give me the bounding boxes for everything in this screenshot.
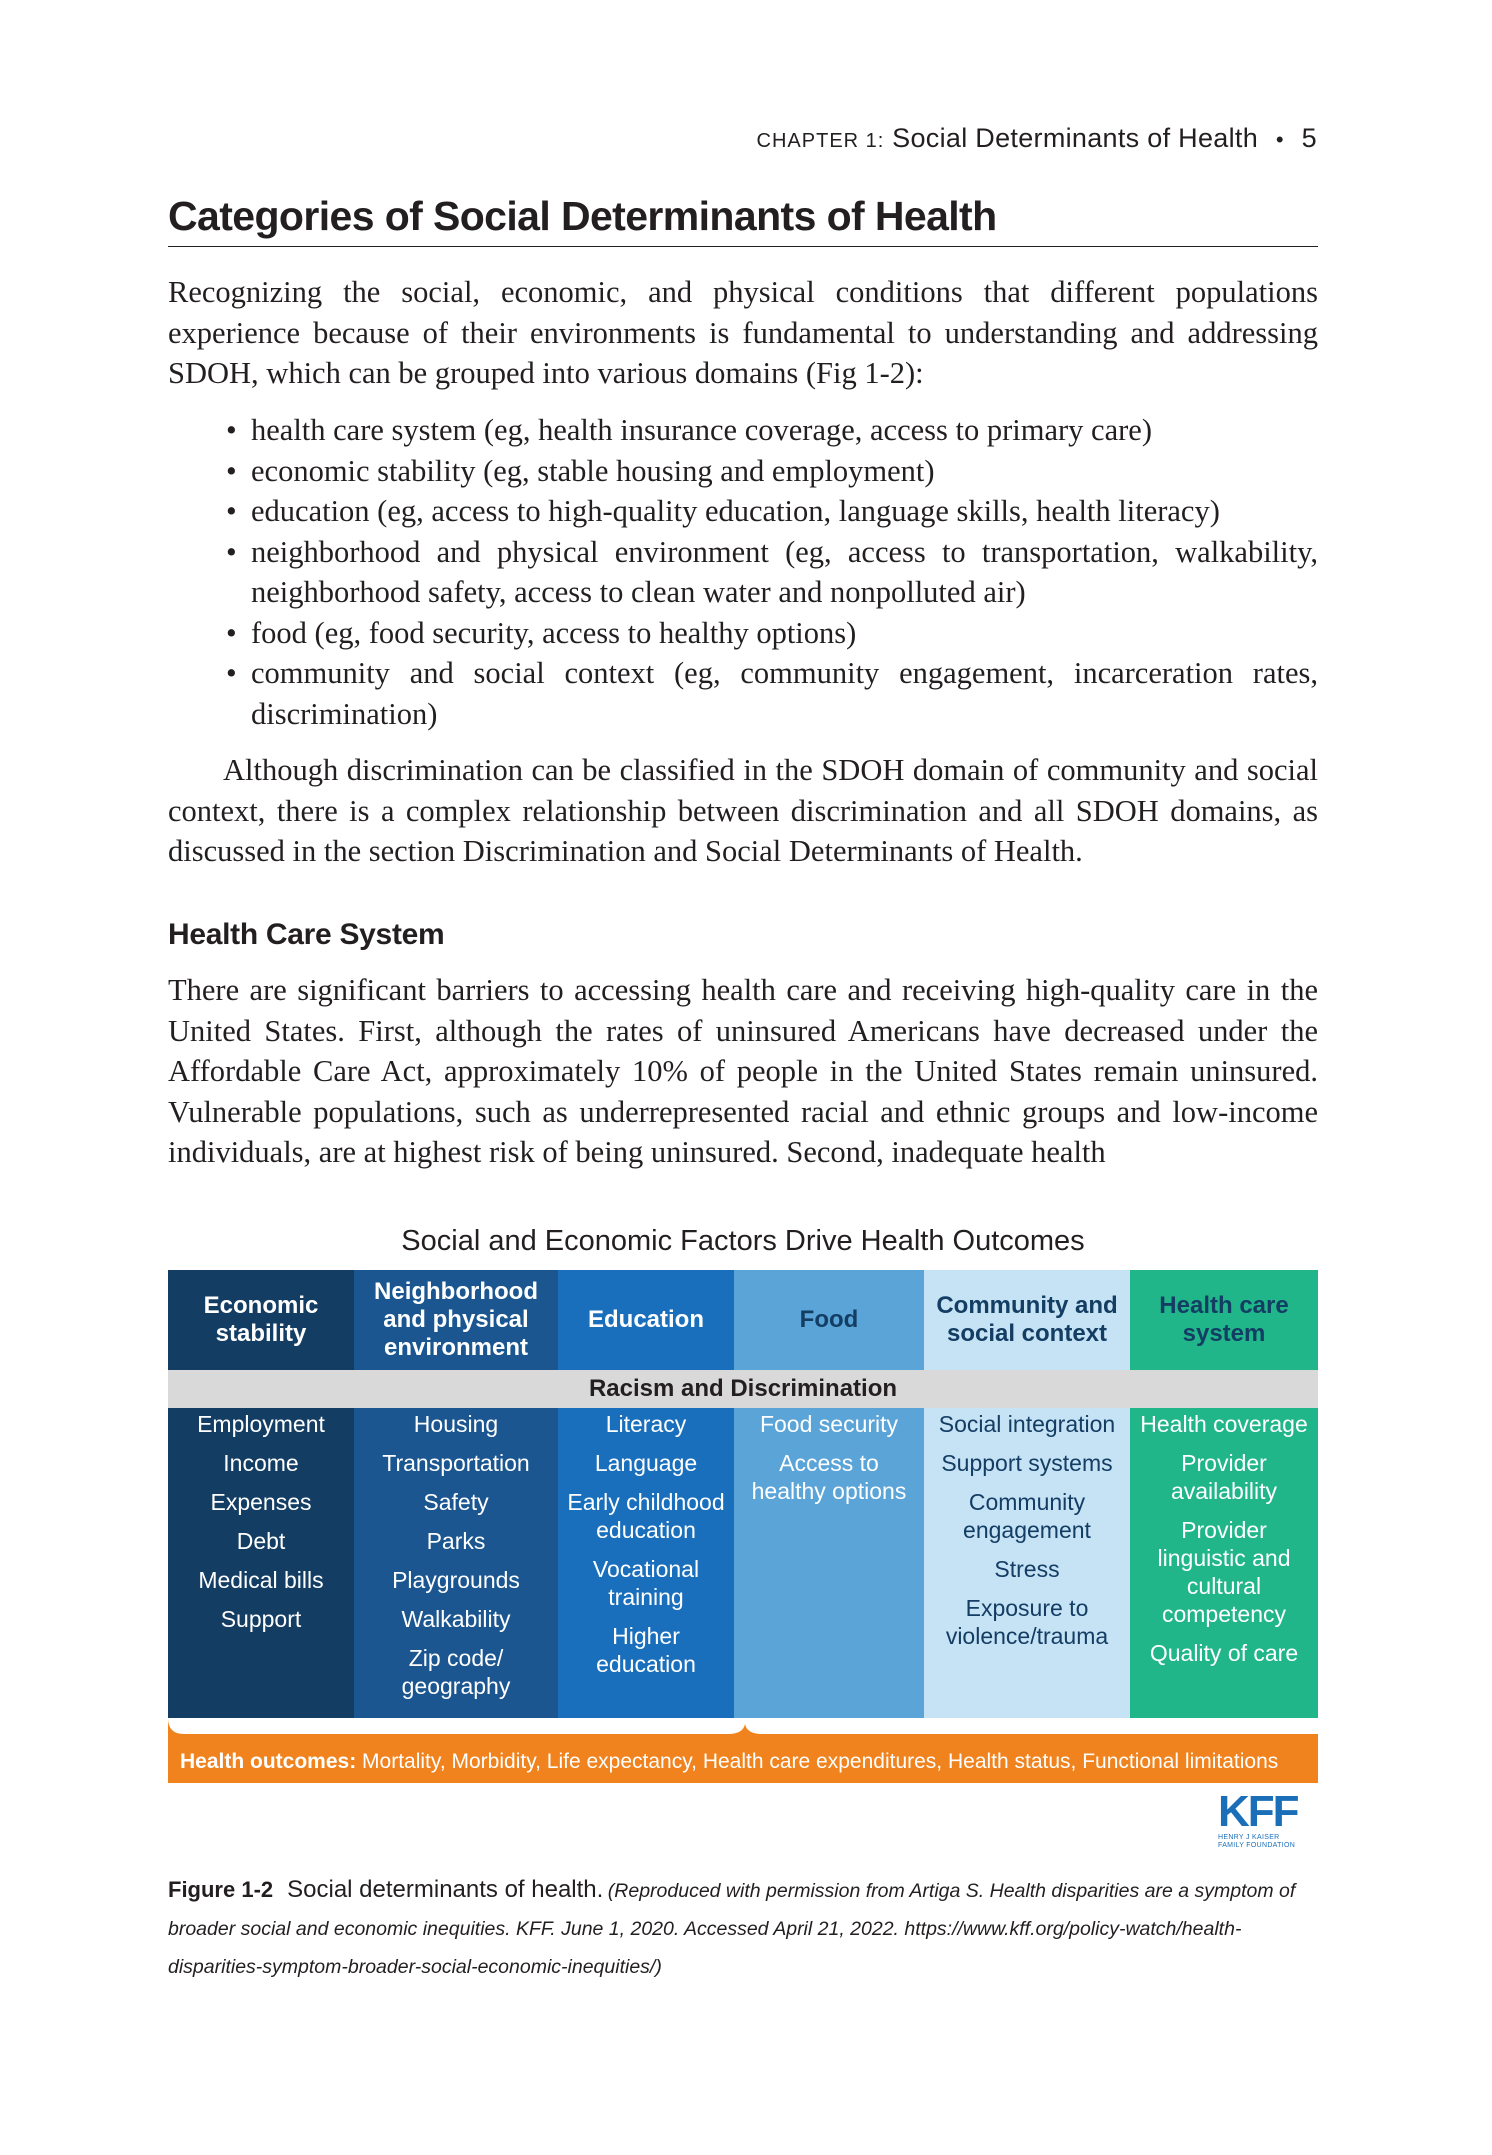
list-item: • food (eg, food security, access to healthy options): [168, 613, 1318, 654]
sdoh-item: Language: [594, 1450, 698, 1476]
figure-caption: [168, 1872, 1318, 1987]
sdoh-item: Early childhood education: [567, 1489, 725, 1543]
sdoh-item: Exposure to violence/trauma: [945, 1595, 1109, 1649]
chapter-label: CHAPTER 1:: [756, 130, 885, 152]
sdoh-item: Support: [220, 1606, 302, 1632]
kff-logo: [1218, 1787, 1313, 1850]
sdoh-column: [168, 1270, 354, 1718]
sdoh-item: Walkability: [401, 1606, 511, 1632]
discrimination-paragraph: Although discrimination can be classified in the SDOH domain of community and social context, there is a complex relationship between discrimination and all SDOH domains, as discussed in the section Discrimination and Social Determinants of Health.: [168, 753, 1318, 868]
sdoh-item: Income: [223, 1450, 299, 1476]
sdoh-item: Playgrounds: [392, 1567, 520, 1593]
sdoh-item: Employment: [197, 1411, 325, 1437]
sdoh-item: Food security: [759, 1411, 899, 1437]
header-separator: •: [1275, 127, 1284, 152]
page-number: 5: [1301, 123, 1317, 153]
sdoh-item: Safety: [423, 1489, 489, 1515]
sdoh-item: Parks: [426, 1528, 486, 1554]
list-item: • education (eg, access to high-quality education, language skills, health literacy): [168, 491, 1318, 532]
figure-credit: (Reproduced with permission from Artiga S. Health disparities are a symptom of broader social and economic inequities. KFF. June 1, 2020. Accessed April 21, 2022. https://www.kff.org/policy-watch/health-disparities-symptom-broader-social-economic-inequities/): [168, 1880, 1296, 1978]
sdoh-column-header: Community and social context: [924, 1270, 1130, 1370]
sdoh-column: [558, 1270, 734, 1718]
sdoh-item: Higher education: [596, 1623, 696, 1677]
sdoh-item: Provider availability: [1170, 1450, 1278, 1504]
sdoh-item: Access to healthy options: [751, 1450, 907, 1504]
sdoh-item: Zip code/ geography: [401, 1645, 511, 1699]
sdoh-item: Health coverage: [1140, 1411, 1308, 1437]
sdoh-column-items: [354, 1410, 558, 1711]
sdoh-column-items: [734, 1410, 924, 1516]
figure-caption-title: Social determinants of health.: [287, 1876, 604, 1903]
sdoh-item: Community engagement: [963, 1489, 1091, 1543]
figure-title: Social and Economic Factors Drive Health Outcomes: [401, 1225, 1085, 1257]
sdoh-column-items: [168, 1410, 354, 1644]
sdoh-column-items: [1130, 1410, 1318, 1678]
list-item: • neighborhood and physical environment (eg, access to transportation, walkability, neighborhood safety, access to clean water and nonpolluted air): [168, 532, 1318, 613]
section-heading: Categories of Social Determinants of Health: [168, 193, 1318, 247]
sdoh-column-header: Economic stability: [168, 1270, 354, 1370]
sdoh-item: Transportation: [382, 1450, 530, 1476]
sdoh-item: Housing: [413, 1411, 499, 1437]
sdoh-column-header: Food: [734, 1270, 924, 1370]
sdoh-item: Medical bills: [198, 1567, 324, 1593]
sdoh-column-header: Health care system: [1130, 1270, 1318, 1370]
sdoh-item: Expenses: [210, 1489, 312, 1515]
sdoh-item: Social integration: [938, 1411, 1116, 1437]
kff-logo-line1: HENRY J KAISER: [1218, 1834, 1280, 1841]
sdoh-item: Debt: [236, 1528, 286, 1554]
sdoh-column: [354, 1270, 558, 1718]
sdoh-item: Provider linguistic and cultural competency: [1157, 1517, 1291, 1627]
domain-list: [168, 410, 1318, 734]
sdoh-item: Quality of care: [1149, 1640, 1299, 1666]
sdoh-item: Support systems: [941, 1450, 1113, 1476]
list-item: • community and social context (eg, community engagement, incarceration rates, discrimination): [168, 653, 1318, 734]
sdoh-figure-grid: [168, 1270, 1318, 1718]
outcomes-text: [180, 1750, 1278, 1774]
sdoh-column-items: [558, 1410, 734, 1689]
sdoh-column: [924, 1270, 1130, 1718]
sdoh-column-header: Education: [558, 1270, 734, 1370]
health-care-paragraph: There are significant barriers to accessing health care and receiving high-quality care in the United States. First, although the rates of uninsured Americans have decreased under the Affordable Care Act, approximately 10% of people in the United States remain uninsured. Vulnerable populations, such as underrepresented racial and ethnic groups and low-income individuals, are at highest risk of being uninsured. Second, inadequate health: [168, 973, 1318, 1169]
sdoh-column: [734, 1270, 924, 1718]
sdoh-item: Literacy: [605, 1411, 687, 1437]
intro-paragraph: Recognizing the social, economic, and physical conditions that different populations experience because of their environments is fundamental to understanding and addressing SDOH, which can be grouped into various domains (Fig 1-2):: [168, 275, 1318, 390]
sdoh-column-header: Neighborhood and physical environment: [354, 1270, 558, 1370]
running-head: [757, 123, 1317, 154]
outcomes-list: Mortality, Morbidity, Life expectancy, Health care expenditures, Health status, Functional limitations: [362, 1750, 1279, 1773]
kff-logo-line2: FAMILY FOUNDATION: [1218, 1842, 1296, 1849]
figure-label: Figure 1-2: [168, 1877, 274, 1902]
chapter-title: Social Determinants of Health: [892, 123, 1259, 153]
sdoh-item: Stress: [994, 1556, 1060, 1582]
sdoh-column: [1130, 1270, 1318, 1718]
racism-discrimination-band: Racism and Discrimination: [168, 1370, 1318, 1408]
outcomes-label: Health outcomes:: [180, 1750, 357, 1773]
kff-logo-mark: KFF: [1218, 1787, 1298, 1836]
list-item: • health care system (eg, health insurance coverage, access to primary care): [168, 410, 1318, 451]
subsection-heading: Health Care System: [168, 918, 445, 951]
health-outcomes-banner: [168, 1718, 1318, 1783]
sdoh-item: Vocational training: [592, 1556, 700, 1610]
sdoh-column-items: [924, 1410, 1130, 1661]
list-item: • economic stability (eg, stable housing and employment): [168, 451, 1318, 492]
